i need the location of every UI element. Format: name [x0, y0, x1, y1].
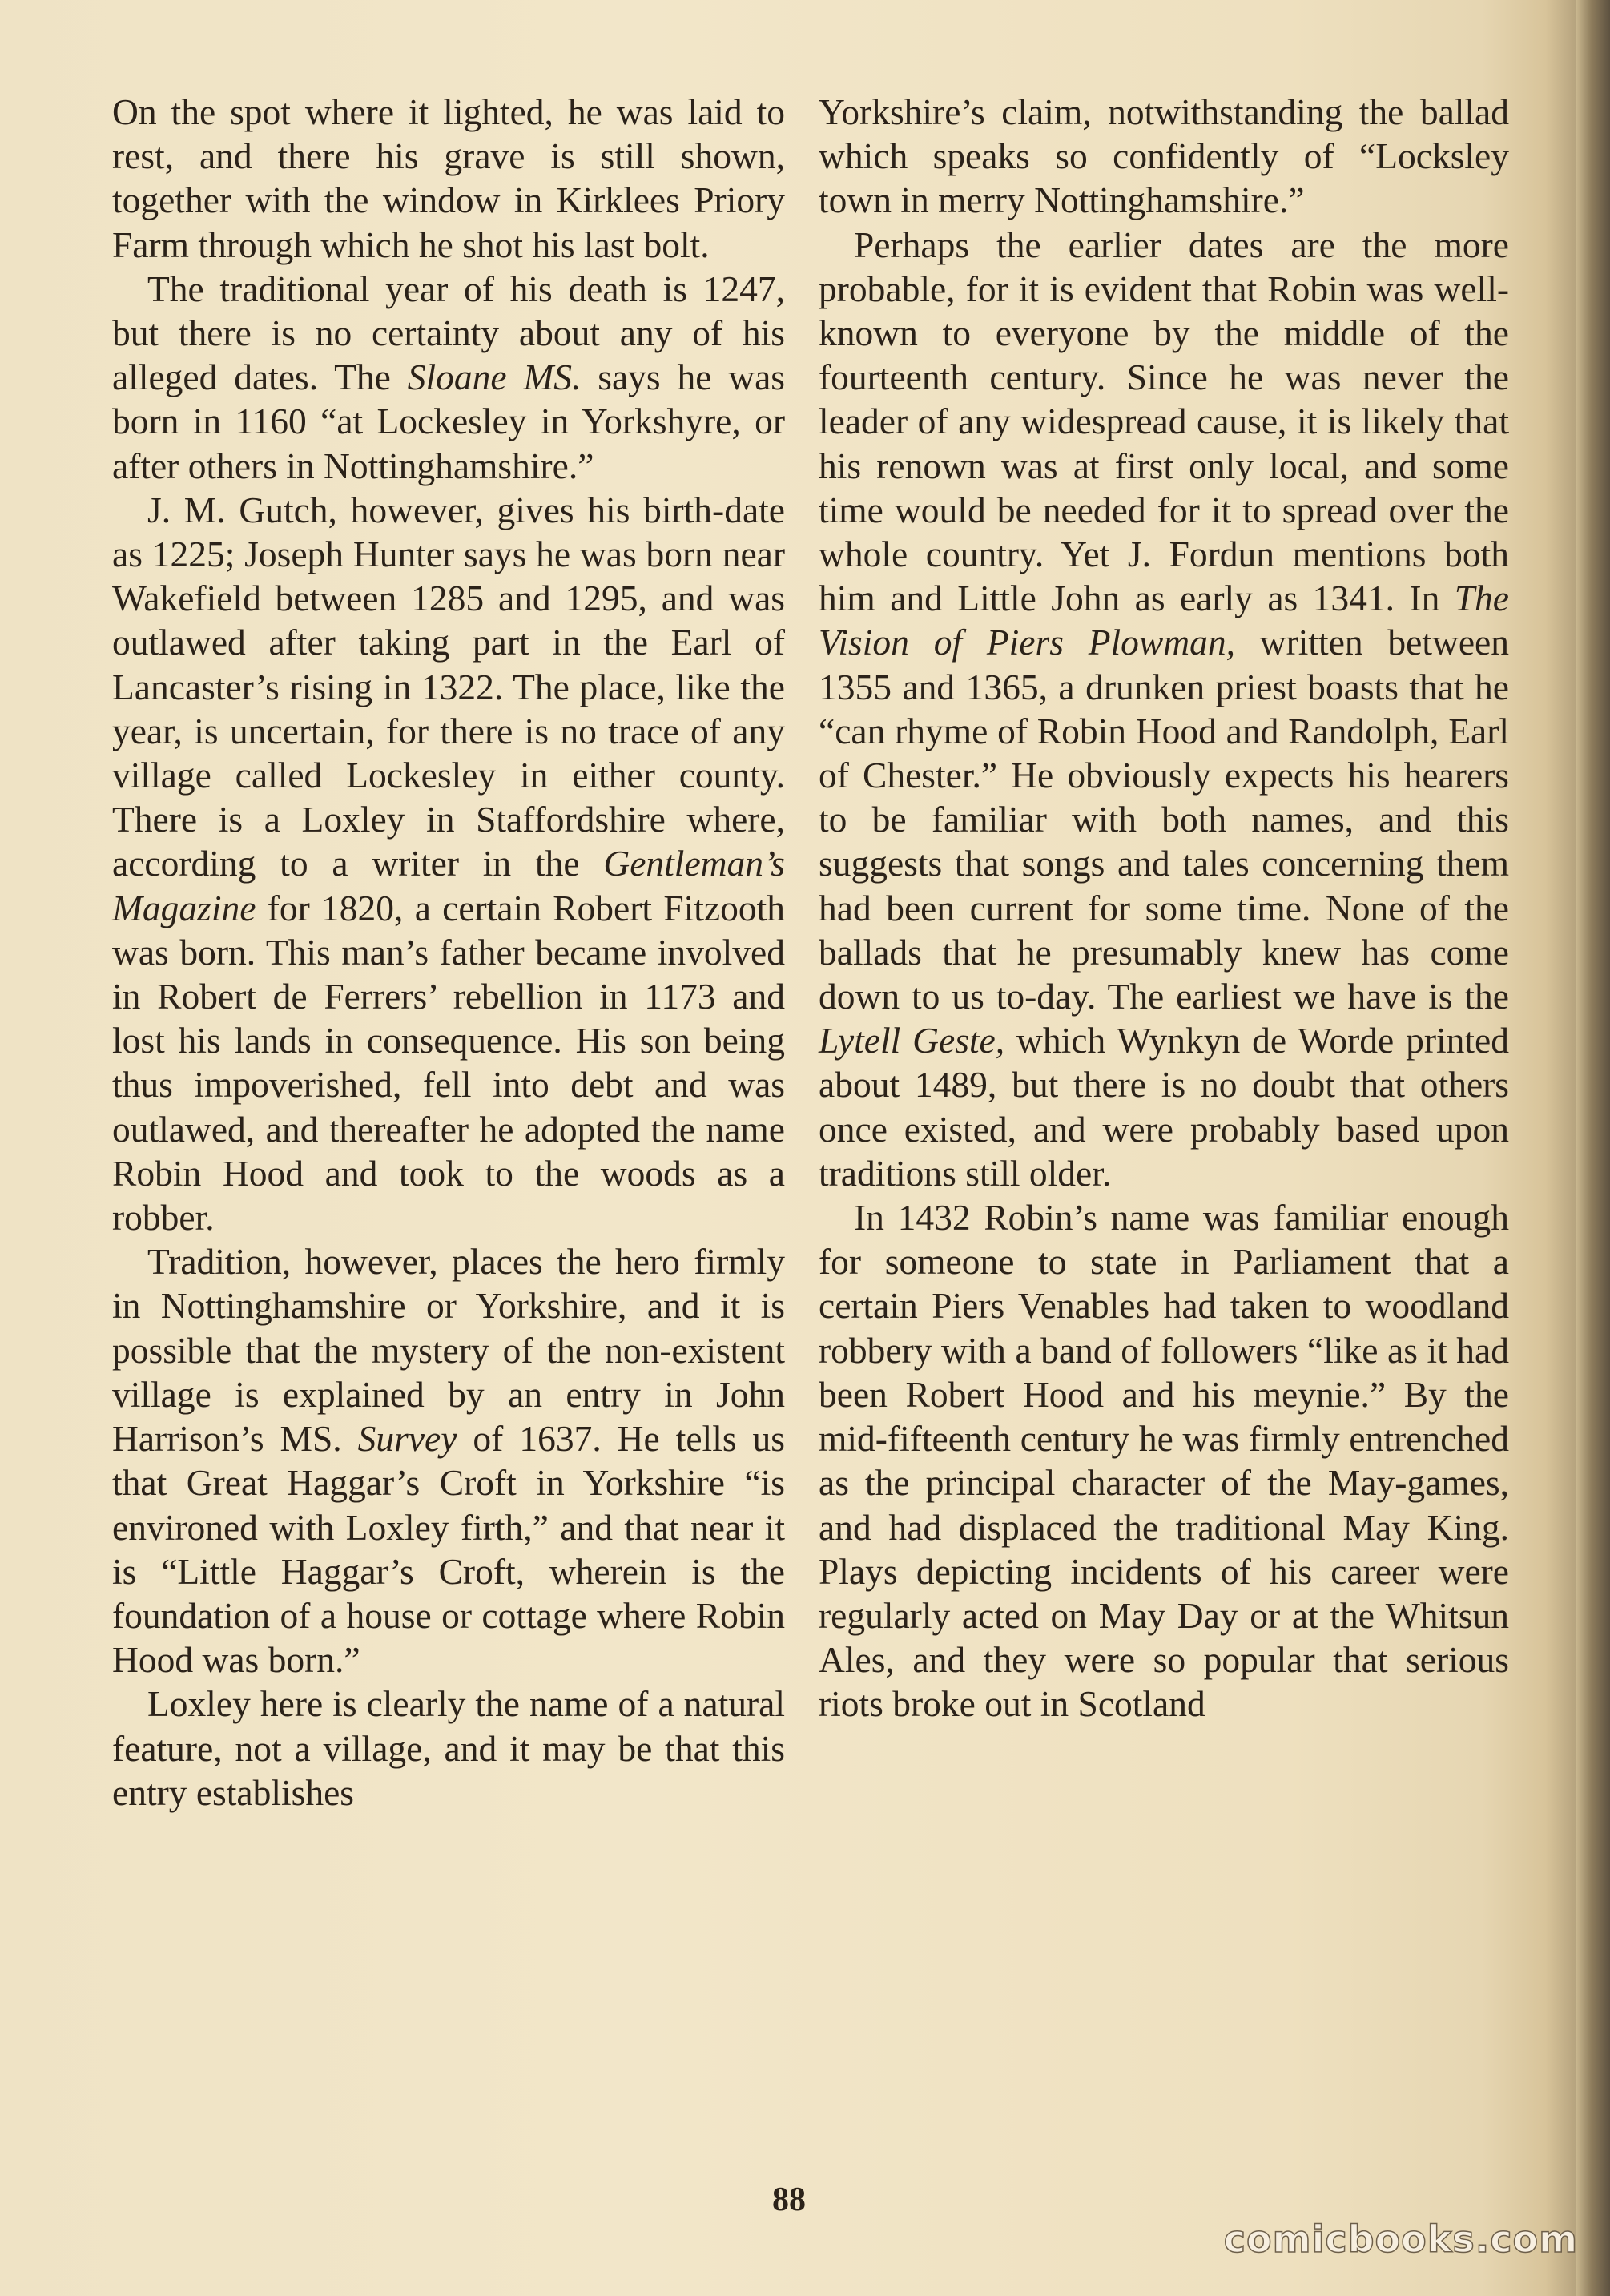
text-run: Loxley here is clearly the name of a natural feature, not a village, and it may be that this entry establishes [112, 1683, 785, 1813]
italic-title: The Vision of Piers Plowman, [819, 578, 1509, 663]
text-run: The traditional year of his death is 1247, but there is no certainty about any of his alleged dates. The [112, 268, 785, 398]
paragraph [819, 1195, 1509, 1726]
paragraph [819, 90, 1509, 223]
page-number-text: 88 [772, 2181, 806, 2218]
watermark-logo: comicbooks.com [1223, 2217, 1578, 2261]
left-column [112, 90, 785, 1815]
text-run: which Wynkyn de Worde printed about 1489, but there is no doubt that others once existed, and were probably based upon traditions still older. [819, 1020, 1509, 1194]
italic-title: Gentleman’s Magazine [112, 843, 785, 928]
page-edge-shadow [1576, 0, 1610, 2296]
text-run: Tradition, however, places the hero firmly in Nottinghamshire or Yorkshire, and it is possible that the mystery of the non-existent village is explained by an entry in John Harrison’s MS. [112, 1241, 785, 1460]
text-run: J. M. Gutch, however, gives his birth-date as 1225; Joseph Hunter says he was born near Wakefield between 1285 and 1295, and was outlawed after taking part in the Earl of Lancaster’s rising in 1322. The place, like the year, is uncertain, for there is no trace of any village called Lockesley in either county. There is a Loxley in Staffordshire where, according to a writer in the [112, 489, 785, 884]
paragraph [112, 488, 785, 1239]
text-run: In 1432 Robin’s name was familiar enough for someone to state in Parliament that a certain Piers Venables had taken to woodland robbery with a band of followers “like as it had been Robert Hood and his meynie.” By the mid-fifteenth century he was firmly entrenched as the principal character of the May-games, and had displaced the traditional May King. Plays depicting incidents of his career were regularly acted on May Day or at the Whitsun Ales, and they were so popular that serious riots broke out in Scotland [819, 1197, 1509, 1725]
italic-title: Sloane MS. [407, 356, 582, 398]
text-run: of 1637. He tells us that Great Haggar’s Croft in Yorkshire “is environed with Loxley firth,” and that near it is “Little Haggar’s Croft, wherein is the foundation of a house or cottage where Robin Hood was born.” [112, 1418, 785, 1681]
paragraph [112, 90, 785, 267]
paragraph [112, 1682, 785, 1815]
page-number [0, 2181, 1610, 2219]
text-run: Yorkshire’s claim, notwithstanding the ballad which speaks so confidently of “Locksley town in merry Nottinghamshire.” [819, 91, 1509, 221]
text-run: written between 1355 and 1365, a drunken priest boasts that he “can rhyme of Robin Hood and Randolph, Earl of Chester.” He obviously expects his hearers to be familiar with both names, and this suggests that songs and tales concerning them had been current for some time. None of the ballads that he presumably knew has come down to us to-day. The earliest we have is the [819, 622, 1510, 1017]
paragraph [819, 223, 1509, 1195]
paragraph [112, 267, 785, 488]
italic-title: Survey [357, 1418, 457, 1460]
text-run: for 1820, a certain Robert Fitzooth was born. This man’s father became involved in Robert de Ferrers’ rebellion in 1173 and lost his lands in consequence. His son being thus impoverished, fell into debt and was outlawed, and thereafter he adopted the name Robin Hood and took to the woods as a robber. [112, 887, 785, 1239]
right-column [819, 90, 1509, 1726]
text-run: Perhaps the earlier dates are the more probable, for it is evident that Robin was well-known to everyone by the middle of the fourteenth century. Since he was never the leader of any widespread cause, it is likely that his renown was at first only local, and some time would be needed for it to spread over the whole country. Yet J. Fordun mentions both him and Little John as early as 1341. In [819, 224, 1509, 619]
italic-title: Lytell Geste, [819, 1020, 1005, 1061]
text-run: says he was born in 1160 “at Lockesley in Yorkshyre, or after others in Nottinghamshire.” [112, 356, 785, 486]
paragraph [112, 1239, 785, 1682]
text-run: On the spot where it lighted, he was laid to rest, and there his grave is still shown, together with the window in Kirklees Priory Farm through which he shot his last bolt. [112, 91, 785, 265]
